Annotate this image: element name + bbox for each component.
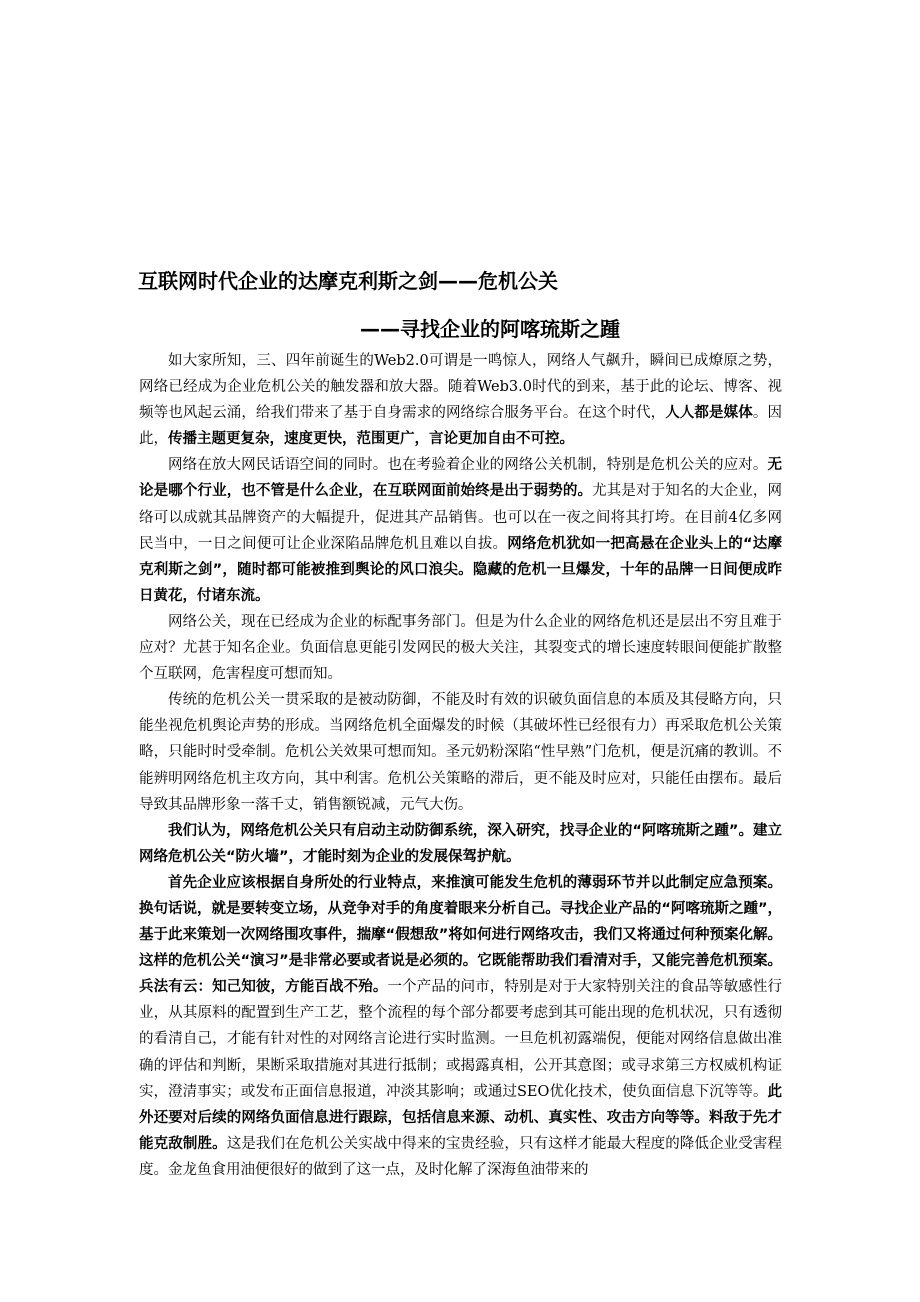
text-run: 。因此， — [139, 405, 783, 448]
bold-text-run: 首先企业应该根据自身所处的行业特点，来推演可能发生危机的薄弱环节并以此制定应急预案。换句话说，就是要转变立场，从竞争对手的角度着眼来分析自己。寻找企业产品的“阿喀琉斯之踵”，基于此来策划一次网络围攻事件，揣摩“假想敌”将如何进行网络攻击，我们又将通过何种预案化解。这样的危机公关“演习”是非常必要或者说是必须的。它既能帮助我们看清对手，又能完善危机预案。兵法有云：知己知彼，方能百战不殆。 — [139, 874, 782, 996]
bold-text-run: 我们认为，网络危机公关只有启动主动防御系统，深入研究，找寻企业的“阿喀琉斯之踵”。建立网络危机公关“防火墙”，才能时刻为企业的发展保驾护航。 — [139, 822, 782, 865]
bold-text-run: 传播主题更复杂，速度更快，范围更广，言论更加自由不可控。 — [168, 431, 574, 448]
text-run: 网络公关，现在已经成为企业的标配事务部门。但是为什么企业的网络危机还是层出不穷且难于应对？尤甚于知名企业。负面信息更能引发网民的极大关注，其裂变式的增长速度转眼间便能扩散整个互联网，危害程度可想而知。 — [139, 613, 782, 683]
paragraph — [139, 348, 782, 452]
paragraph — [139, 870, 782, 1183]
bold-text-run: 无论是哪个行业，也不管是什么企业，在互联网面前始终是出于弱势的。 — [139, 457, 782, 500]
text-run: 尤其是对于知名的大企业，网络可以成就其品牌资产的大幅提升，促进其产品销售。也可以在一夜之间将其打垮。在目前4亿多网民当中，一日之间便可让企业深陷品牌危机且难以自拔。 — [139, 483, 783, 552]
text-run: 如大家所知，三、四年前诞生的Web2.0可谓是一鸣惊人，网络人气飙升，瞬间已成燎原之势，网络已经成为企业危机公关的触发器和放大器。随着Web3.0时代的到来，基于此的论坛、博客、视频等也风起云涌，给我们带来了基于自身需求的网络综合服务平台。在这个时代， — [139, 353, 782, 422]
document-body — [139, 348, 782, 1183]
bold-text-run: 人人都是媒体 — [665, 405, 753, 422]
text-run: 传统的危机公关一贯采取的是被动防御，不能及时有效的识破负面信息的本质及其侵略方向，只能坐视危机舆论声势的形成。当网络危机全面爆发的时候（其破坏性已经很有力）再采取危机公关策略，只能时时受牵制。危机公关效果可想而知。圣元奶粉深陷“性早熟”门危机，便是沉痛的教训。不能辨明网络危机主攻方向，其中利害。危机公关策略的滞后，更不能及时应对，只能任由摆布。最后导致其品牌形象一落千丈，销售额锐减，元气大伤。 — [139, 692, 782, 813]
paragraph — [139, 609, 782, 687]
bold-text-run: 网络危机犹如一把高悬在企业头上的“达摩克利斯之剑”，随时都可能被推到舆论的风口浪尖。隐藏的危机一旦爆发，十年的品牌一日间便成昨日黄花，付诸东流。 — [139, 535, 782, 604]
document-title: 互联网时代企业的达摩克利斯之剑——危机公关 — [138, 269, 558, 293]
text-run: 网络在放大网民话语空间的同时。也在考验着企业的网络公关机制，特别是危机公关的应对。 — [168, 457, 768, 474]
text-run: 这是我们在危机公关实战中得来的宝贵经验，只有这样才能最大程度的降低企业受害程度。金龙鱼食用油便很好的做到了这一点，及时化解了深海鱼油带来的 — [139, 1135, 783, 1178]
paragraph — [139, 818, 782, 870]
paragraph — [139, 687, 782, 817]
bold-text-run: 此外还要对后续的网络负面信息进行跟踪，包括信息来源、动机、真实性、攻击方向等等。料敌于先才能克敌制胜。 — [139, 1083, 782, 1152]
paragraph — [139, 452, 782, 609]
text-run: 一个产品的问市，特别是对于大家特别关注的食品等敏感性行业，从其原料的配置到生产工艺，整个流程的每个部分都要考虑到其可能出现的危机状况，只有透彻的看清自己，才能有针对性的对网络言论进行实时监测。一旦危机初露端倪，便能对网络信息做出准确的评估和判断，果断采取措施对其进行抵制；或揭露真相，公开其意图；或寻求第三方权威机构证实，澄清事实；或发布正面信息报道，冲淡其影响；或通过SEO优化技术，使负面信息下沉等等。 — [139, 979, 783, 1100]
document-subtitle: ——寻找企业的阿喀琉斯之踵 — [360, 317, 620, 341]
